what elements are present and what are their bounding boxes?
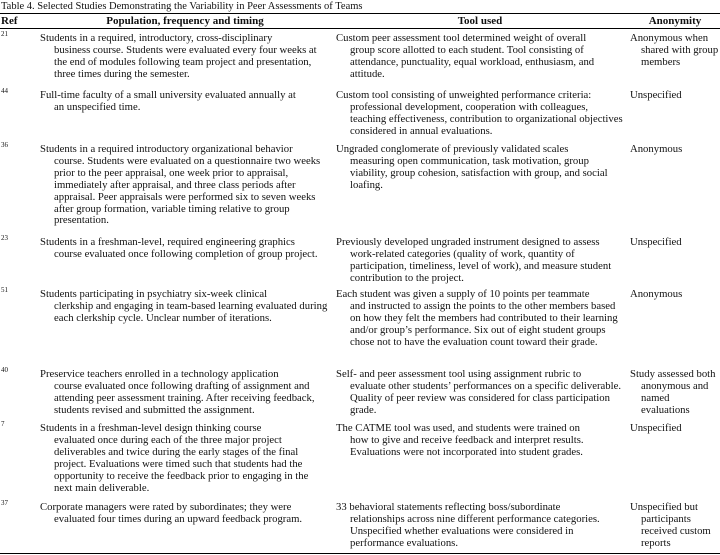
header-ref: Ref [1, 15, 18, 27]
ref-cell: 21 [1, 30, 8, 38]
tool-cell: Custom tool consisting of unweighted performance criteria: professional development, cooperation with colleagues, teaching effectiveness, contribution to organizational objectives considered in annual evaluations. [336, 89, 623, 137]
ref-cell: 37 [1, 499, 8, 507]
anonymity-cell: Anonymous [630, 143, 683, 155]
anonymity-cell: Anonymous when shared with group members [630, 32, 719, 68]
tool-cell: Self- and peer assessment tool using assignment rubric to evaluate other students’ performances on a specific deliverable. Quality of peer review was considered for class participation grade. [336, 368, 622, 416]
ref-cell: 7 [1, 420, 5, 428]
ref-cell: 51 [1, 286, 8, 294]
anonymity-cell: Unspecified [630, 236, 682, 248]
table-top-rule [0, 13, 720, 14]
anonymity-cell: Anonymous [630, 288, 683, 300]
table-header-rule [0, 28, 720, 29]
tool-cell: 33 behavioral statements reflecting boss/subordinate relationships across nine different performance categories. Unspecified whether evaluations were considered in performance evaluations. [336, 501, 600, 549]
population-cell: Full-time faculty of a small university evaluated annually at an unspecified time. [40, 89, 296, 113]
population-cell: Corporate managers were rated by subordinates; they were evaluated four times during an upward feedback program. [40, 501, 303, 525]
anonymity-cell: Unspecified but participants received custom reports [630, 501, 711, 549]
population-cell: Students in a required introductory organizational behavior course. Students were evaluated on a questionnaire two weeks prior to the peer appraisal, one week prior to appraisal, immediately after appraisal, and three class periods after appraisal. Peer appraisals were performed six to seven weeks after group formation, variable timing relative to group presentation. [40, 143, 321, 227]
anonymity-cell: Unspecified [630, 422, 682, 434]
header-tool: Tool used [457, 15, 503, 27]
population-cell: Students in a freshman-level design thinking course evaluated once during each of the three major project deliverables and twice during the early stages of the final project. Evaluations were timed such that students had the opportunity to receive the feedback prior to engaging in the next main deliverable. [40, 422, 309, 494]
tool-cell: Custom peer assessment tool determined weight of overall group score allotted to each student. Tool consisting of attendance, punctuality, equal workload, enthusiasm, and attitude. [336, 32, 595, 80]
anonymity-cell: Unspecified [630, 89, 682, 101]
population-cell: Students participating in psychiatry six-week clinical clerkship and engaging in team-based learning evaluated during each clerkship cycle. Unclear number of iterations. [40, 288, 328, 324]
table-bottom-rule [0, 553, 720, 554]
table-caption: Table 4. Selected Studies Demonstrating the Variability in Peer Assessments of Teams [1, 1, 363, 12]
header-anonymity: Anonymity [648, 15, 702, 27]
ref-cell: 44 [1, 87, 8, 95]
population-cell: Preservice teachers enrolled in a technology application course evaluated once following drafting of assignment and attending peer assessment training. After receiving feedback, students revised and submitted the assignment. [40, 368, 315, 416]
tool-cell: Each student was given a supply of 10 points per teammate and instructed to assign the points to the other members based on how they felt the members had contributed to their learning and/or group’s performance. Six out of eight student groups chose not to have the evaluation count toward their grade. [336, 288, 618, 348]
population-cell: Students in a required, introductory, cross-disciplinary business course. Students were evaluated every four weeks at the end of modules following team project and presentation, three times during the semester. [40, 32, 317, 80]
tool-cell: The CATME tool was used, and students were trained on how to give and receive feedback and interpret results. Evaluations were not incorporated into student grades. [336, 422, 584, 458]
anonymity-cell: Study assessed both anonymous and named evaluations [630, 368, 716, 416]
ref-cell: 40 [1, 366, 8, 374]
header-population: Population, frequency and timing [106, 15, 264, 27]
tool-cell: Ungraded conglomerate of previously validated scales measuring open communication, task motivation, group viability, group cohesion, satisfaction with group, and social loafing. [336, 143, 608, 191]
tool-cell: Previously developed ungraded instrument designed to assess work-related categories (quality of work, quantity of participation, timeliness, level of work), and measure student contribution to the project. [336, 236, 612, 284]
ref-cell: 23 [1, 234, 8, 242]
population-cell: Students in a freshman-level, required engineering graphics course evaluated once following completion of group project. [40, 236, 318, 260]
ref-cell: 36 [1, 141, 8, 149]
